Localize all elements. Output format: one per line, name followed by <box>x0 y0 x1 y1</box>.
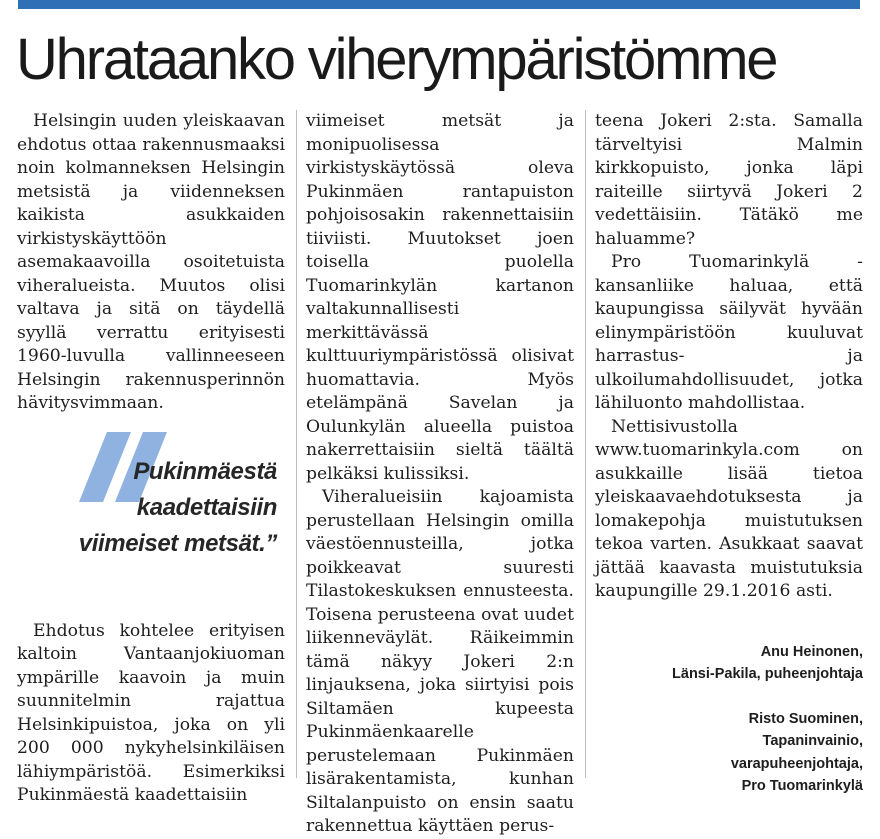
signature-affiliation: Länsi-Pakila, puheenjohtaja <box>672 666 863 682</box>
pull-quote-line: viimeiset metsät.” <box>78 529 277 557</box>
pull-quote <box>17 430 285 600</box>
signature-affiliation: varapuheenjohtaja, <box>730 755 863 772</box>
signature-block <box>595 641 863 686</box>
paragraph: Ehdotus kohtelee erityisen kaltoin Vantaanjokiuoman ympärille kaavoin ja muin suunnitelmin rajattua Helsinkipuistoa, joka on yli 200 000 nykyhelsinkiläisen lähiympäristöä. Esimerkiksi Pukinmäestä kaadettaisiin <box>17 620 285 805</box>
article-column-1 <box>17 110 285 805</box>
paragraph-continued: viimeiset metsät ja monipuolisessa virkistyskäytössä oleva Pukinmäen rantapuiston pohjoisosakin rakennettaisiin tiiviisti. Muutokset joen toisella puolella Tuomarinkylän kartanon valtakunnallisesti merkittävässä kulttuuriympäristössä olisivat huomattavia. Myös etelämpänä Savelan ja Oulunkylän alueella puistoa nakerrettaisiin sieltä täältä pelkäksi kulissiksi. <box>306 111 574 484</box>
paragraph: Helsingin uuden yleiskaavan ehdotus ottaa rakennusmaaksi noin kolmanneksen Helsingin metsistä ja viidenneksen kaikista asukkaiden virkistyskäyttöön asemakaavoilla osoitetuista viheralueista. Muutos olisi valtava ja sitä on täydellä syyllä verrattu erityisesti 1960-luvulla vallinneeseen Helsingin rakennusperinnön hävitysvimmaan. <box>17 111 285 413</box>
signature-name: Risto Suominen, <box>748 710 863 727</box>
paragraph: Pro Tuomarinkylä -kansanliike haluaa, että kaupungissa säilyvät hyvään elinympäristöön kuuluvat harrastus- ja ulkoilumahdollisuudet, jotka lähiluonto mahdollistaa. <box>595 252 863 413</box>
paragraph-continued: teena Jokeri 2:sta. Samalla tärveltyisi Malmin kirkkopuisto, jonka läpi raiteille siirtyvä Jokeri 2 vedettäisiin. Tätäkö me haluamme? <box>595 111 863 249</box>
signature-block <box>595 708 863 798</box>
pull-quote-line: kaadettaisiin <box>136 493 277 521</box>
signature-affiliation: Pro Tuomarinkylä <box>741 778 863 794</box>
column-rule <box>585 110 586 778</box>
headline: Uhrataanko viherympäristömme <box>16 27 777 92</box>
pull-quote-line: Pukinmäestä <box>133 457 277 485</box>
pull-quote-text <box>47 454 277 562</box>
paragraph: Viheralueisiin kajoamista perustellaan Helsingin omilla väestöennusteilla, jotka poikkeavat suuresti Tilastokeskuksen ennusteesta. Toisena perusteena ovat uudet liikenneväylät. Räikeimmin tämä näkyy Jokeri 2:n linjauksena, joka siirtyisi pois Siltamäen kupeesta Pukinmäenkaarelle perustelemaan Pukinmäen lisärakentamista, kunhan Siltalanpuisto on ensin saatu rakennettua käyttäen perus- <box>306 487 574 836</box>
signature-affiliation: Tapaninvainio, <box>762 733 863 749</box>
paragraph: Nettisivustolla www.tuomarinkyla.com on asukkaille lisää tietoa yleiskaavaehdotuksesta ja lomakepohja muistutuksen tekoa varten. Asukkaat saavat jättää kaavasta muistutuksia kaupungille 29.1.2016 asti. <box>595 416 863 601</box>
article-column-2 <box>306 110 574 836</box>
section-color-bar <box>18 0 860 9</box>
signature-name: Anu Heinonen, <box>760 643 863 660</box>
article-column-3 <box>595 110 863 794</box>
column-rule <box>296 110 297 778</box>
